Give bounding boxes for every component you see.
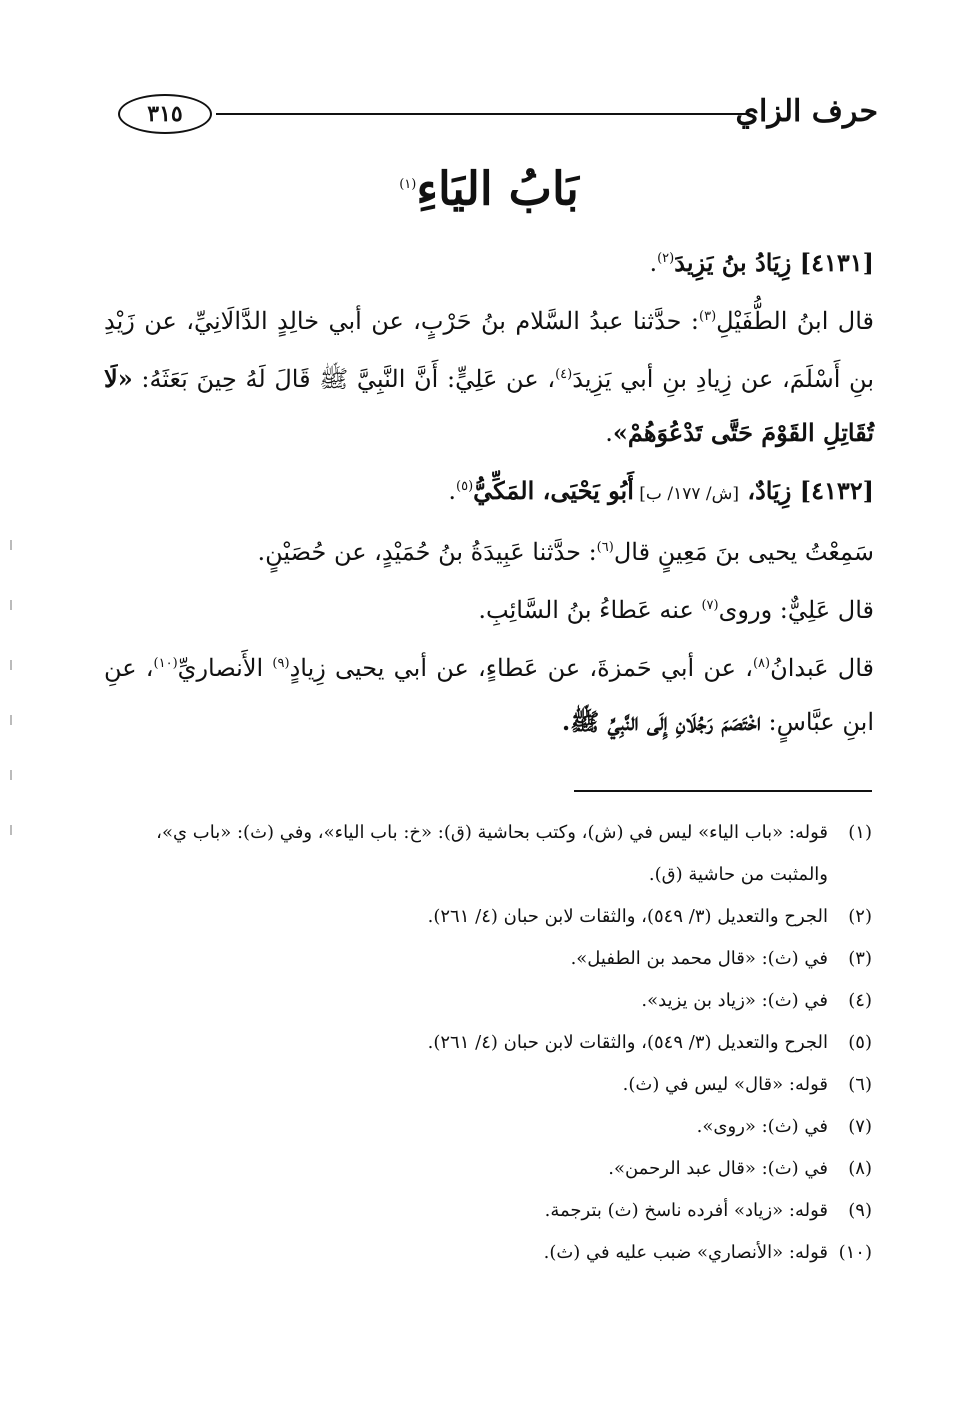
margin-mark <box>10 600 12 610</box>
footnote-text: في (ث): «قال محمد بن الطفيل». <box>570 948 828 969</box>
footnote <box>102 980 872 1022</box>
text-run: «لَا تُقَاتِلِ القَوْمَ حَتَّى تَدْعُوَهُمْ» <box>104 364 874 447</box>
text-run: : حدَّثنا عبدُ السَّلام بنُ حَرْبٍ، عن أبي خالِدٍ الدَّالَانِيِّ، عن زَيْدِ بنِ أَسْلَمَ، عن زِيادِ بنِ أبي يَزِيدَ <box>104 307 875 393</box>
footnote-text: الجرح والتعديل (٣/ ٥٤٩)، والثقات لابن حبان (٤/ ٢٦١). <box>427 906 828 927</box>
text-run: قال عَلِيٌّ: وروى <box>718 596 874 624</box>
chapter-title-text: بَابُ اليَاءِ <box>416 161 579 216</box>
footnote-number: (٨) <box>848 1158 872 1179</box>
text-run: زِيَادٌ، <box>738 476 792 505</box>
text-run: ، عنِ ابنِ عبَّاسٍ: <box>104 654 874 736</box>
footnote-ref: (١٠) <box>153 656 178 671</box>
running-head: حرف الزاي <box>735 94 878 129</box>
text-run: . <box>448 477 457 505</box>
footnote-ref: (٦) <box>596 540 614 555</box>
entry-heading <box>104 232 874 290</box>
page-header <box>118 92 878 138</box>
page-number: ٣١٥ <box>118 94 212 134</box>
footnote-ref: (٩) <box>272 656 290 671</box>
main-text <box>104 232 874 749</box>
text-run: [ش/ ١٧٧/ ب] <box>633 484 739 504</box>
text-run: ، عن أبي حَمزةَ، عن عَطاءٍ، عن أبي يحيى زِيادٍ <box>289 654 753 682</box>
margin-mark <box>10 540 12 550</box>
footnote-separator <box>574 790 872 792</box>
footnote <box>102 812 872 896</box>
footnote <box>102 896 872 938</box>
footnotes <box>102 812 872 1274</box>
footnote-ref: (٤) <box>555 367 573 382</box>
text-run: . <box>605 419 613 447</box>
text-run: . <box>649 249 658 277</box>
footnote <box>102 1064 872 1106</box>
header-rule <box>216 113 748 115</box>
footnote-text: في (ث): «روى». <box>696 1116 828 1137</box>
text-run: اخْتَصَمَ رَجُلَانِ إِلَى النَّبِيِّ ﷺ. <box>561 707 761 736</box>
text-run: [٤١٣١] <box>791 248 874 277</box>
footnote-number: (١٠) <box>838 1242 872 1263</box>
footnote-text: قوله: «قال» ليس في (ث). <box>622 1074 828 1095</box>
footnote-number: (١) <box>848 822 872 843</box>
footnote <box>102 1148 872 1190</box>
margin-mark <box>10 660 12 670</box>
entry-paragraph <box>104 637 874 749</box>
text-run: عنه عَطاءُ بنُ السَّائِبِ. <box>478 596 702 624</box>
footnote-number: (٧) <box>848 1116 872 1137</box>
text-run: قال عَبدانُ <box>770 654 874 682</box>
margin-mark <box>10 770 12 780</box>
text-run: قال ابنُ الطُّفَيْلِ <box>716 307 874 335</box>
footnote-number: (٤) <box>848 990 872 1011</box>
footnote <box>102 1106 872 1148</box>
footnote <box>102 1232 872 1274</box>
footnote-number: (٥) <box>848 1032 872 1053</box>
footnote-text: في (ث): «زياد بن يزيد». <box>641 990 828 1011</box>
footnote-number: (٣) <box>848 948 872 969</box>
footnote-ref: (٣) <box>699 309 717 324</box>
footnote <box>102 938 872 980</box>
footnote <box>102 1190 872 1232</box>
margin-mark <box>10 825 12 835</box>
chapter-title <box>0 150 978 223</box>
text-run: أَبُو يَحْيَى، المَكِّيُّ <box>473 476 634 505</box>
footnote-ref: (٧) <box>701 598 719 613</box>
footnote-number: (٢) <box>848 906 872 927</box>
text-run: ، عن عَلِيٍّ: أَنَّ النَّبِيَّ ﷺ قَالَ لَهُ حِينَ بَعَثَهُ: <box>132 365 556 393</box>
text-run: زِيَادُ بنُ يَزِيدَ <box>674 248 792 277</box>
footnote-ref: (٨) <box>752 656 771 671</box>
footnote-text: قوله: «الأنصاري» ضبب عليه في (ث). <box>543 1242 828 1263</box>
footnote-text: الجرح والتعديل (٣/ ٥٤٩)، والثقات لابن حبان (٤/ ٢٦١). <box>427 1032 828 1053</box>
entry-paragraph <box>104 579 874 637</box>
text-run: : حدَّثنا عَبِيدَةُ بنُ حُمَيْدٍ، عن حُصَيْنٍ. <box>257 538 597 566</box>
entry-paragraph <box>104 290 874 460</box>
footnote-number: (٦) <box>848 1074 872 1095</box>
footnote-ref: (٥) <box>456 479 474 494</box>
chapter-note-ref: (١) <box>399 177 417 192</box>
text-run: الأَنصاريِّ <box>177 654 273 682</box>
footnote-number: (٩) <box>848 1200 872 1221</box>
footnote-text: في (ث): «قال عبد الرحمن». <box>608 1158 828 1179</box>
text-run: سَمِعْتُ يحيى بنَ مَعِينٍ قال <box>613 538 874 566</box>
entry-paragraph <box>104 521 874 579</box>
margin-mark <box>10 715 12 725</box>
footnote-text: قوله: «باب الياء» ليس في (ش)، وكتب بحاشية (ق): «خ: باب الياء»، وفي (ث): «باب ي»، والمثبت من حاشية (ق). <box>156 822 828 885</box>
text-run: [٤١٣٢] <box>791 476 874 505</box>
entry-heading <box>104 460 874 521</box>
footnote-text: قوله: «زياد» أفرده ناسخ (ث) بترجمة. <box>544 1200 828 1221</box>
footnote <box>102 1022 872 1064</box>
footnote-ref: (٢) <box>657 251 675 266</box>
